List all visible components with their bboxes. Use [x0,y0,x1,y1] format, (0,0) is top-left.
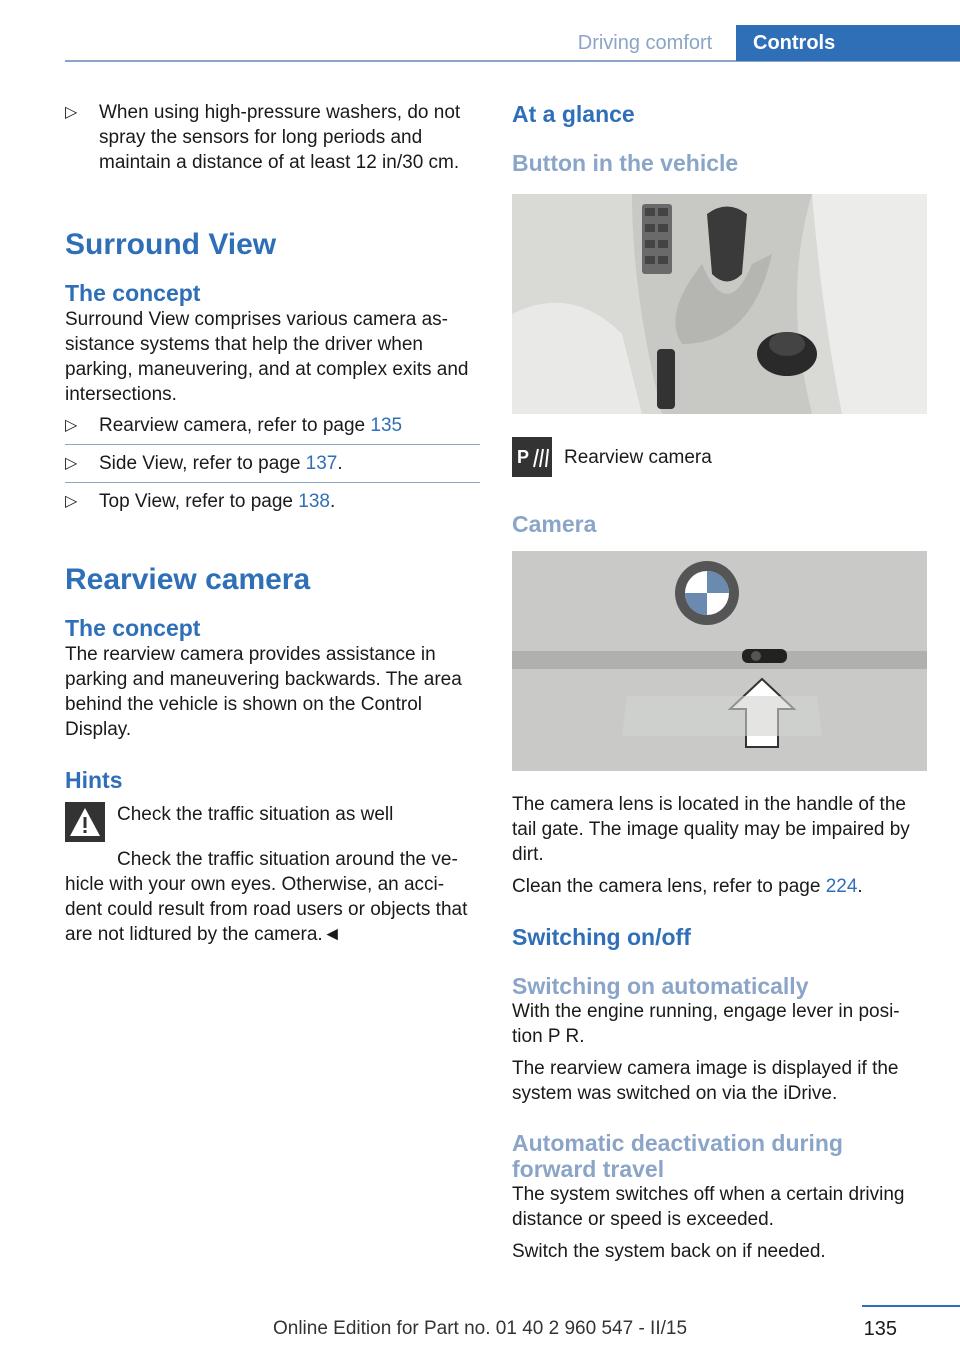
header-section: Driving comfort [577,31,713,54]
triangle-bullet-icon: ▷ [65,493,78,510]
paragraph: With the engine running, engage lever in posi-tion P R. [512,1001,900,1047]
section-title-at-a-glance: At a glance [512,101,635,127]
list-item: ▷ When using high-pressure washers, do not spray the sensors for long periods and maintain a distance of at least 12 in/30 cm. [65,102,461,173]
subsection-title: Automatic deactivation during forward travel [512,1130,843,1182]
paragraph: The rearview camera provides assistance in parking and maneuvering backwards. The area behind the vehicle is shown on the Control Display. [65,644,462,740]
warning-box [65,802,480,842]
subsection-title: Switching on automatically [512,973,809,999]
triangle-bullet-icon: ▷ [65,104,78,121]
list-item: ▷ Side View, refer to page 137. [65,453,343,474]
footer-rule [862,1305,960,1307]
paragraph: Surround View comprises various camera as-sistance systems that help the driver when parking, maneuvering, and at complex exits and intersections. [65,309,469,405]
page-link[interactable]: 135 [370,415,403,436]
paragraph: Clean the camera lens, refer to page 224. [512,876,863,897]
camera-location-photo [512,551,927,771]
section-title-rearview-camera: Rearview camera [65,563,311,596]
center-console-photo [512,194,927,414]
page-link[interactable]: 224 [825,876,858,897]
triangle-bullet-icon: ▷ [65,417,78,434]
subsection-title-hints: Hints [65,767,123,793]
paragraph: The system switches off when a certain driving distance or speed is exceeded. [512,1184,905,1230]
warning-triangle-icon [65,802,105,842]
footer-edition: Online Edition for Part no. 01 40 2 960 547 - II/15 [272,1318,688,1339]
list-item: ▷ Rearview camera, refer to page 135 [65,415,403,436]
section-title-switching: Switching on/off [512,924,691,950]
warning-text: Check the traffic situation around the ve-hicle with your own eyes. Otherwise, an acci-dent could result from road users or objects that are not lidtured by the camera.◄ [65,849,468,945]
subsection-title: The concept [65,615,201,641]
parking-camera-icon [512,437,552,477]
list-item: ▷ Top View, refer to page 138. [65,491,336,512]
warning-title: Check the traffic situation as well [117,804,394,825]
page-link[interactable]: 138 [298,491,330,512]
divider [65,444,480,445]
svg-text:P: P [517,447,530,467]
header-chapter: Controls [736,25,960,61]
paragraph: The rearview camera image is displayed if the system was switched on via the iDrive. [512,1058,899,1104]
button-label: Rearview camera [564,446,712,468]
subsection-title-camera: Camera [512,511,597,537]
triangle-bullet-icon: ▷ [65,455,78,472]
divider [65,482,480,483]
left-column [65,100,480,947]
paragraph: The camera lens is located in the handle of the tail gate. The image quality may be impaired by dirt. [512,794,910,865]
page-number: 135 [863,1318,897,1340]
subsection-title: The concept [65,280,201,306]
section-title-surround-view: Surround View [65,228,277,261]
right-column [512,100,930,1264]
subsection-title: Button in the vehicle [512,150,739,176]
button-legend [512,437,930,477]
page-link[interactable]: 137 [305,453,338,474]
paragraph: Switch the system back on if needed. [512,1241,826,1262]
